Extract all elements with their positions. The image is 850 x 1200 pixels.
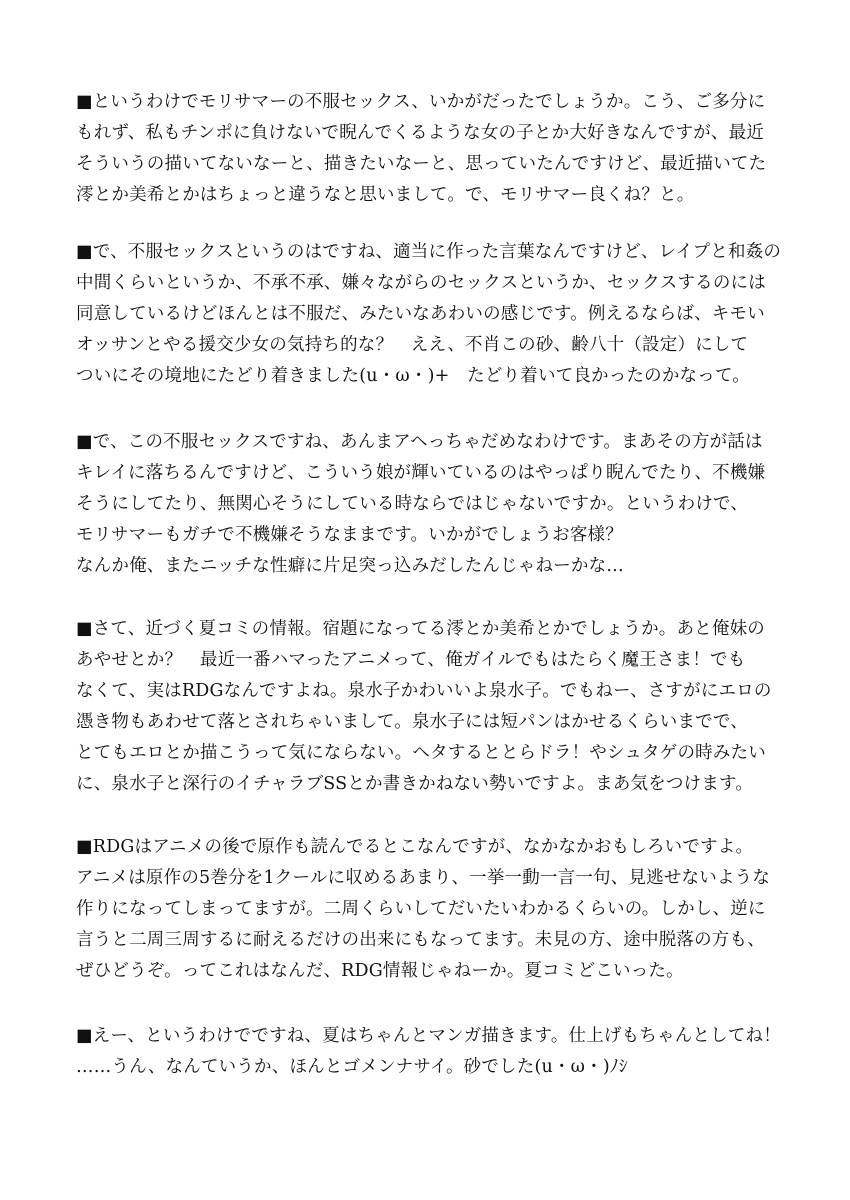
text-line: ■RDGはアニメの後で原作も読んでるとこなんですが、なかなかおもしろいですよ。 [76, 837, 754, 857]
text-line: ■で、不服セックスというのはですね、適当に作った言葉なんですけど、レイプと和姦の [76, 242, 782, 262]
paragraph-summer-comiket [76, 614, 796, 800]
text-line: 中間くらいというか、不承不承、嫌々ながらのセックスというか、セックスするのには [76, 273, 766, 293]
text-line: オッサンとやる援交少女の気持ち的な？ ええ、不肖この砂、齢八十（設定）にして [76, 335, 749, 355]
text-line: 澪とか美希とかはちょっと違うなと思いまして。で、モリサマー良くね？と。 [76, 185, 695, 205]
text-line: に、泉水子と深行のイチャラブSSとか書きかねない勢いですよ。まあ気をつけます。 [76, 774, 754, 794]
paragraph-morisummer-intro [76, 87, 796, 211]
text-line: ■さて、近づく夏コミの情報。宿題になってる澪とか美希とかでしょうか。あと俺妹の [76, 619, 765, 639]
text-line: 同意しているけどほんとは不服だ、みたいなあわいの感じです。例えるならば、キモい [76, 304, 765, 324]
text-line: もれず、私もチンポに負けないで睨んでくるような女の子とか大好きなんですが、最近 [76, 123, 765, 143]
text-line: キレイに落ちるんですけど、こういう娘が輝いているのはやっぱり睨んでたり、不機嫌 [76, 463, 766, 483]
text-line: ■というわけでモリサマーの不服セックス、いかがだったでしょうか。こう、ご多分に [76, 92, 766, 112]
text-line: とてもエロとか描こうって気にならない。ヘタするととらドラ！やシュタゲの時みたい [76, 743, 766, 763]
text-line: モリサマーもガチで不機嫌そうなままです。いかがでしょうお客様？ [76, 525, 623, 545]
text-line: ■えー、というわけでですね、夏はちゃんとマンガ描きます。仕上げもちゃんとしてね！ [76, 1026, 781, 1046]
text-line: 作りになってしまってますが。二周くらいしてだいたいわかるくらいの。しかし、逆に [76, 899, 766, 919]
text-line: 言うと二周三周するに耐えるだけの出来にもなってます。未見の方、途中脱落の方も、 [76, 930, 765, 950]
text-line: なんか俺、またニッチな性癖に片足突っ込みだしたんじゃねーかな… [76, 556, 624, 576]
paragraph-expression [76, 427, 796, 582]
text-line: なくて、実はRDGなんですよね。泉水子かわいいよ泉水子。でもねー、さすがにエロの [76, 681, 772, 701]
paragraph-rdg [76, 832, 796, 987]
text-line: あやせとか？ 最近一番ハマったアニメって、俺ガイルでもはたらく魔王さま！でも [76, 650, 746, 670]
paragraph-closing [76, 1021, 796, 1083]
text-line: ついにその境地にたどり着きました(u・ω・)+ たどり着いて良かったのかなって。 [76, 366, 751, 386]
text-line: そうにしてたり、無関心そうにしている時ならではじゃないですか。というわけで、 [76, 494, 749, 514]
text-line: 憑き物もあわせて落とされちゃいまして。泉水子には短パンはかせるくらいまでで、 [76, 712, 748, 732]
text-line: ぜひどうぞ。ってこれはなんだ、RDG情報じゃねーか。夏コミどこいった。 [76, 961, 684, 981]
paragraph-definition [76, 237, 796, 392]
text-line: アニメは原作の5巻分を1クールに収めるあまり、一挙一動一言一句、見逃せないような [76, 868, 771, 888]
text-line: そういうの描いてないなーと、描きたいなーと、思っていたんですけど、最近描いてた [76, 154, 767, 174]
text-line: ……うん、なんていうか、ほんとゴメンナサイ。砂でした(u・ω・)ﾉｼ [76, 1057, 628, 1077]
text-line: ■で、この不服セックスですね、あんまアヘっちゃだめなわけです。まあその方が話は [76, 432, 763, 452]
